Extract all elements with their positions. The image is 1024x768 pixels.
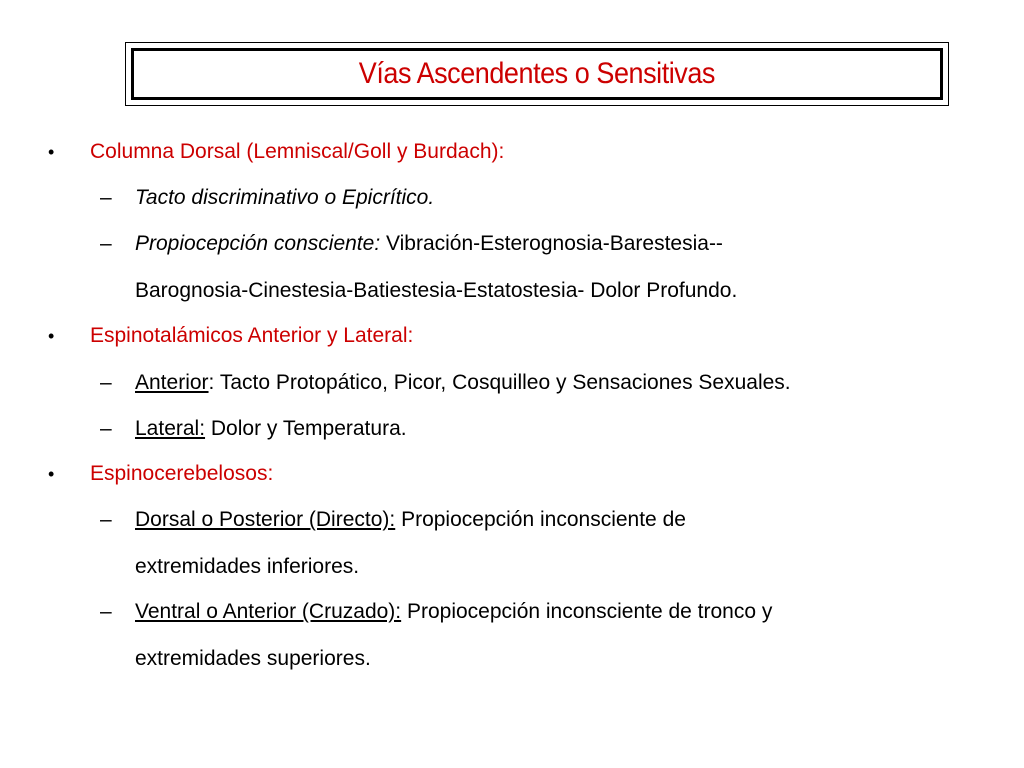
item-content xyxy=(135,600,772,624)
item-label: Lateral: xyxy=(135,417,206,440)
dash-icon: – xyxy=(100,186,112,209)
bullet-icon: • xyxy=(48,464,55,484)
item-content xyxy=(135,371,791,395)
dash-icon: – xyxy=(100,232,112,255)
item-label: Dorsal o Posterior (Directo): xyxy=(135,508,396,531)
item-content xyxy=(135,508,686,532)
item-text: Dolor y Temperatura. xyxy=(205,417,407,440)
title-frame xyxy=(125,42,949,106)
section-heading-columna-dorsal: Columna Dorsal (Lemniscal/Goll y Burdach): xyxy=(90,140,505,163)
section-heading-espinocerebelosos: Espinocerebelosos: xyxy=(90,462,274,485)
dash-icon: – xyxy=(100,508,112,531)
dash-icon: – xyxy=(100,600,112,623)
dash-icon: – xyxy=(100,371,112,394)
item-content xyxy=(135,232,723,256)
title-inner-border xyxy=(131,48,943,100)
item-text: : Tacto Protopático, Picor, Cosquilleo y Sensaciones Sexuales. xyxy=(208,371,791,394)
item-text: Propiocepción inconsciente de tronco y xyxy=(401,600,773,623)
item-continuation: Barognosia-Cinestesia-Batiestesia-Estatostesia- Dolor Profundo. xyxy=(135,279,738,302)
item-label: Ventral o Anterior (Cruzado): xyxy=(135,600,402,623)
item-text: Vibración-Esterognosia-Barestesia-- xyxy=(380,232,723,255)
item-label: Anterior xyxy=(135,371,209,394)
item-label: Propiocepción consciente: xyxy=(135,232,381,255)
dash-icon: – xyxy=(100,417,112,440)
item-continuation: extremidades superiores. xyxy=(135,647,371,670)
item-continuation: extremidades inferiores. xyxy=(135,555,360,578)
slide-title: Vías Ascendentes o Sensitivas xyxy=(358,57,716,90)
section-heading-espinotalamicos: Espinotalámicos Anterior y Lateral: xyxy=(90,324,414,347)
item-text: Tacto discriminativo o Epicrítico. xyxy=(135,186,435,209)
bullet-icon: • xyxy=(48,326,55,346)
item-content xyxy=(135,417,407,441)
bullet-icon: • xyxy=(48,142,55,162)
item-text: Propiocepción inconsciente de xyxy=(395,508,686,531)
